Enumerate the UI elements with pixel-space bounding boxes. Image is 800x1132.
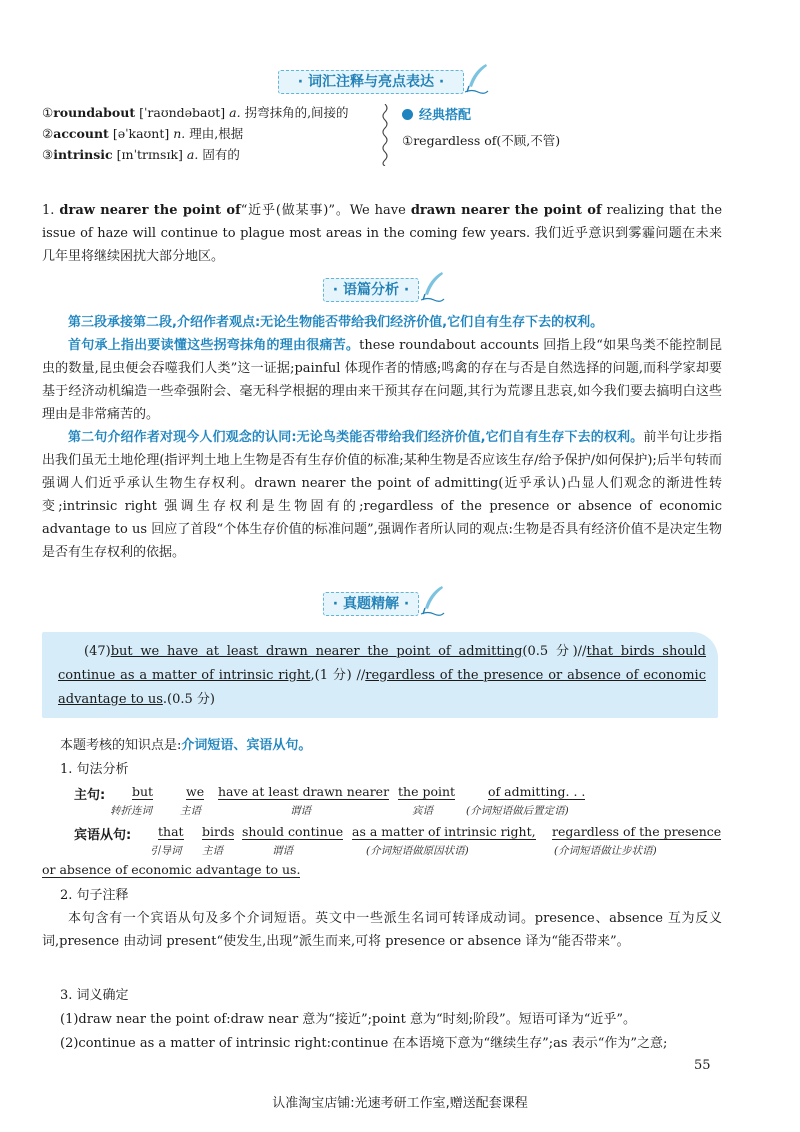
phrase-example: drawn nearer the point of [410, 203, 602, 218]
clause-word: regardless of the presence [552, 824, 722, 839]
section-title-notes: 2. 句子注释 [60, 888, 129, 903]
section-title-syntax: 1. 句法分析 [60, 762, 129, 777]
page-number: 55 [694, 1058, 711, 1073]
quill-pen-icon [420, 584, 446, 616]
exam-banner: · 真题精解 · [323, 592, 419, 616]
highlight-expression: 1. draw nearer the point of“近乎(做某事)”。We have drawn nearer the point of realizing that the issue of haze will continue to plague most areas in the coming few years. 我们近乎意识到雾霾问题在未来几年里将继续困扰大部分地区。 [42, 203, 723, 264]
role-label: (介词短语做原因状语) [366, 845, 469, 857]
vocab-num: ① [42, 105, 54, 120]
clause-word: but [132, 784, 154, 799]
bullet-dot-icon [402, 109, 413, 120]
analysis-paragraph: 首句承上指出要读懂这些拐弯抹角的理由很痛苦。these roundabout accounts 回指上段“如果鸟类不能控制昆虫的数量,昆虫便会吞噬我们人类”这一证据;painful 体现作者的情感;鸣禽的存在与否是自然选择的问题,而科学家却要基于经济动机编造一些牵强附会、毫无科学根据的理由来干预其存在问题,其行为荒谬且悲哀,如今我们要去搞明白这些理由是非常痛苦的。 [42, 338, 722, 422]
clause-word: we [186, 784, 205, 799]
clause-word: have at least drawn nearer [218, 784, 390, 799]
answer-box [42, 632, 718, 718]
role-label: 宾语 [412, 805, 433, 817]
main-clause-label: 主句: [74, 788, 106, 803]
vocab-banner: · 词汇注释与亮点表达 · [278, 70, 464, 94]
vocab-meaning: 拐弯抹角的,间接的 [244, 105, 349, 120]
role-label: 转折连词 [110, 805, 152, 817]
notes-text: 本句含有一个宾语从句及多个介词短语。英文中一些派生名词可转译成动词。presence、absence 互为反义词,presence 由动词 present“使发生,出现”派生而来,可将 presence or absence 译为“能否带来”。 [42, 911, 722, 949]
vocab-word: intrinsic [53, 147, 113, 162]
collocation-box [402, 104, 742, 149]
clause-word: the point [398, 784, 456, 799]
object-clause-label: 宾语从句: [74, 828, 132, 843]
clause-word: of admitting. . . [488, 784, 586, 799]
vocab-item [42, 144, 382, 165]
meaning-item: (2)continue as a matter of intrinsic right:continue 在本语境下意为“继续生存”;as 表示“作为”之意; [60, 1036, 668, 1051]
role-label: 谓语 [272, 845, 293, 857]
answer-text: (47)but we have at least drawn nearer the point of admitting(0.5 分)//that birds should continue as a matter of intrinsic right,(1 分) //regardless of the presence or absence of economic advantage to us.(0.5 分) [58, 644, 707, 707]
vocab-meaning: 固有的 [202, 147, 240, 162]
vocab-ipa: [əˈkaʊnt] [112, 126, 170, 141]
role-label: (介词短语做后置定语) [466, 805, 569, 817]
role-label: 主语 [202, 845, 223, 857]
role-label: 主语 [180, 805, 201, 817]
role-label: 谓语 [290, 805, 311, 817]
footer-notice: 认准淘宝店铺:光速考研工作室,赠送配套课程 [272, 1096, 528, 1111]
vocab-meaning: 理由,根据 [189, 126, 244, 141]
analysis-banner: · 语篇分析 · [323, 278, 419, 302]
phrase: draw nearer the point of [59, 203, 241, 218]
vocab-ipa: [ˈraʊndəbaʊt] [139, 105, 226, 120]
collocation-title: 经典搭配 [402, 104, 742, 123]
meaning-item: (1)draw near the point of:draw near 意为“接近”;point 意为“时刻;阶段”。短语可译为“近乎”。 [60, 1012, 636, 1027]
clause-word: should continue [242, 824, 344, 839]
role-label: 引导词 [150, 845, 182, 857]
analysis-lead: 第三段承接第二段,介绍作者观点:无论生物能否带给我们经济价值,它们自有生存下去的权利。 [68, 315, 604, 330]
vocab-item [42, 102, 382, 123]
vocab-pos: n. [173, 126, 186, 141]
vocab-list [42, 102, 382, 165]
vocab-word: roundabout [53, 105, 136, 120]
knowledge-points: 本题考核的知识点是:介词短语、宾语从句。 [60, 738, 312, 753]
spiral-divider [381, 104, 389, 166]
vocab-ipa: [ɪnˈtrɪnsɪk] [116, 147, 183, 162]
section-title-meaning: 3. 词义确定 [60, 988, 129, 1003]
vocab-pos: a. [229, 105, 241, 120]
clause-continuation: or absence of economic advantage to us. [42, 862, 301, 877]
clause-word: as a matter of intrinsic right, [352, 824, 536, 839]
vocab-item [42, 123, 382, 144]
quill-pen-icon [464, 62, 490, 94]
role-label: (介词短语做让步状语) [554, 845, 657, 857]
vocab-num: ② [42, 126, 54, 141]
vocab-num: ③ [42, 147, 54, 162]
analysis-paragraph: 第二句介绍作者对现今人们观念的认同:无论鸟类能否带给我们经济价值,它们自有生存下去的权利。前半句让步指出我们虽无土地伦理(指评判土地上生物是否有生存价值的标准;某种生物是否应该生存/给予保护/如何保护);后半句转而强调人们近乎承认生物生存权利。drawn nearer the point of admitting(近乎承认)凸显人们观念的渐进性转变;intrinsic right 强调生存权利是生物固有的;regardless of the presence or absence of economic advantage to us 回应了首段“个体生存价值的标准问题”,强调作者所认同的观点:生物是否具有经济价值不是决定生物是否有生存权利的依据。 [42, 430, 722, 560]
analysis-section [42, 311, 722, 564]
collocation-item: ①regardless of(不顾,不管) [402, 133, 561, 148]
vocab-pos: a. [186, 147, 199, 162]
clause-word: that [158, 824, 184, 839]
quill-pen-icon [420, 270, 446, 302]
vocab-word: account [53, 126, 109, 141]
clause-word: birds [202, 824, 235, 839]
